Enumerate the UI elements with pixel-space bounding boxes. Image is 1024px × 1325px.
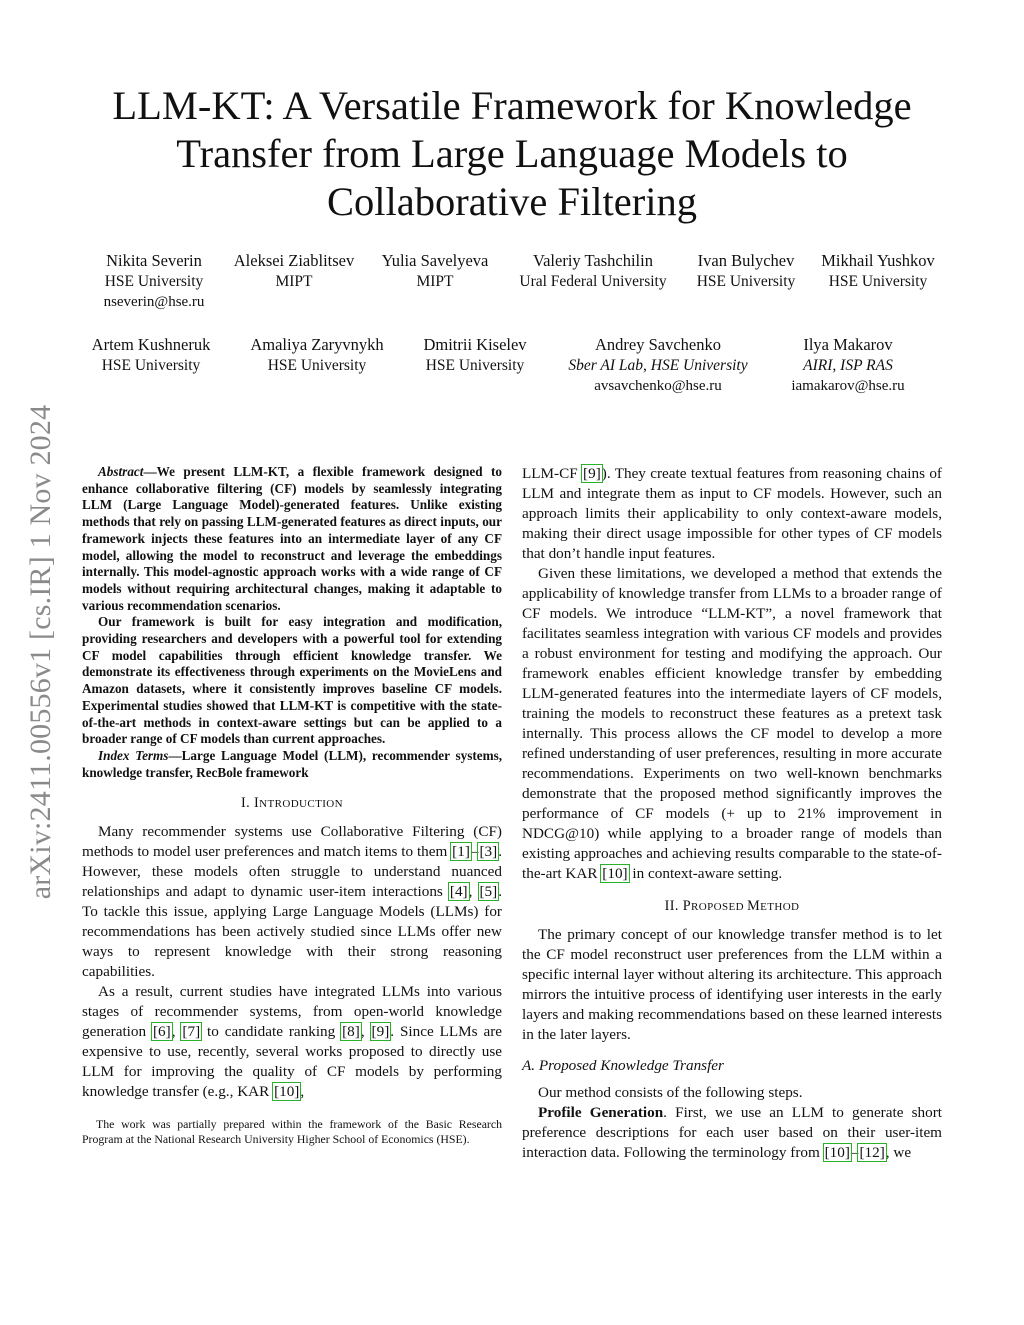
text-run: , [360, 1023, 371, 1041]
author-affiliation: HSE University [101, 357, 201, 374]
author-name: Yulia Savelyeva [381, 251, 489, 270]
author-affiliation: Ural Federal University [519, 273, 667, 290]
author-affiliation: AIRI, ISP RAS [803, 357, 893, 374]
citation-link[interactable]: [10] [824, 1144, 850, 1161]
author-name: Valeriy Tashchilin [533, 251, 653, 270]
text-run: , [468, 883, 479, 901]
citation-link[interactable]: [3] [479, 843, 498, 861]
author-name: Artem Kushneruk [91, 335, 211, 354]
intro-paragraph-2 [82, 982, 502, 1102]
citation-link[interactable]: [1] [452, 843, 470, 861]
text-run: . However, these models often struggle to understand nuanced relationships and adapt to dynamic user-item interactions [82, 843, 502, 901]
citation-link[interactable]: [5] [479, 883, 498, 901]
left-column [82, 464, 502, 1147]
footnote-spacer [82, 1102, 502, 1117]
subsection-heading: A. Proposed Knowledge Transfer [522, 1057, 724, 1074]
citation-link[interactable]: [10] [274, 1083, 300, 1101]
text-run: – [470, 843, 479, 861]
abstract-paragraph-1 [82, 464, 502, 614]
text-run: , [171, 1023, 182, 1041]
author-affiliation: Sber AI Lab, HSE University [568, 357, 748, 374]
author-email[interactable]: nseverin@hse.ru [103, 294, 205, 310]
intro-paragraph-continued [522, 464, 942, 564]
author-name: Amaliya Zaryvnykh [250, 335, 384, 354]
author-name: Dmitrii Kiselev [423, 335, 527, 354]
arxiv-stamp-text: arXiv:2411.00556v1 [cs.IR] 1 Nov 2024 [24, 404, 57, 900]
method-paragraph-3 [522, 1103, 942, 1163]
text-run: to candidate ranking [201, 1023, 342, 1041]
abstract-label: Abstract [98, 464, 144, 479]
run-in-heading: Profile Generation [538, 1104, 664, 1121]
author-block [697, 250, 796, 292]
title-line-2: Transfer from Large Language Models to [176, 131, 848, 176]
author-block [423, 334, 526, 376]
author-affiliation: MIPT [416, 273, 454, 290]
citation-link[interactable]: [9] [583, 465, 601, 482]
author-affiliation: HSE University [828, 273, 928, 290]
author-email[interactable]: avsavchenko@hse.ru [594, 378, 722, 394]
text-run: . First, we use an LLM to generate short preference descriptions for each user based on their user-item interaction data. Following the terminology from [522, 1104, 942, 1161]
text-run: ). They create textual features from reasoning chains of LLM and integrate them as input to CF models. However, such an approach limits their applicability to only context-aware models, making their direct usage impossible for other types of CF models that don’t handle input features. [522, 465, 942, 562]
author-affiliation: HSE University [267, 357, 367, 374]
author-name: Ilya Makarov [803, 335, 893, 354]
citation-link[interactable]: [9] [371, 1023, 390, 1041]
author-affiliation: HSE University [104, 273, 204, 290]
author-affiliation: MIPT [275, 273, 313, 290]
citation-link[interactable]: [7] [182, 1023, 201, 1041]
method-paragraph-1: The primary concept of our knowledge transfer method is to let the CF model reconstruct user preferences from the LLM within a specific internal layer without altering its architecture. This approach mirrors the intuitive process of identifying user interests in the early layers and making recommendations based on these learned interests in the later layers. [522, 926, 942, 1043]
author-name: Mikhail Yushkov [821, 251, 935, 270]
title-line-1: LLM-KT: A Versatile Framework for Knowledge [112, 83, 912, 128]
abstract-text-1: —We present LLM-KT, a flexible framework designed to enhance collaborative filtering (CF) models by seamlessly integrating LLM (Large Language Model)-generated features. Unlike existing methods that rely on passing LLM-generated features as direct inputs, our framework injects these features into an intermediate layer of any CF model, allowing the model to reconstruct and leverage the embeddings internally. This model-agnostic approach works with a wide range of CF models without requiring architectural changes, making it adaptable to various recommendation scenarios. [82, 464, 502, 613]
author-email[interactable]: iamakarov@hse.ru [791, 378, 905, 394]
section-title-cap: P [682, 898, 692, 914]
abstract-paragraph-2: Our framework is built for easy integration and modification, providing researchers and developers with a powerful tool for extending CF model capabilities through efficient knowledge transfer. We demonstrate its effectiveness through experiments on the MovieLens and Amazon datasets, where it consistently improves baseline CF models. Experimental studies showed that LLM-KT is competitive with the state-of-the-art methods in context-aware settings but can be applied to a broader range of CF models than current approaches. [82, 614, 502, 747]
method-paragraph-2: Our method consists of the following steps. [538, 1084, 803, 1101]
title-line-3: Collaborative Filtering [326, 179, 698, 224]
text-run: , we [885, 1144, 912, 1161]
footnote: The work was partially prepared within the framework of the Basic Research Program at the National Research University Higher School of Economics (HSE). [82, 1117, 502, 1147]
author-name: Nikita Severin [106, 251, 202, 270]
author-block [519, 250, 666, 292]
author-block [791, 334, 904, 397]
section-number: II. [664, 898, 683, 914]
author-affiliation: HSE University [696, 273, 796, 290]
citation-link[interactable]: [8] [342, 1023, 360, 1041]
author-block [250, 334, 383, 376]
intro-paragraph-3 [522, 564, 942, 884]
section-title-cap: M [747, 898, 761, 914]
paper-title [70, 82, 954, 226]
author-name: Aleksei Ziablitsev [233, 251, 355, 270]
text-run: Given these limitations, we developed a method that extends the applicability of knowledge transfer from LLMs to a broader range of CF models. We introduce “LLM-KT”, a novel framework that facilitates seamless integration with various CF models and provides a robust environment for testing and modifying the approach. Our framework enables efficient knowledge transfer by embedding LLM-generated features into the intermediate layers of CF models, training the models to reconstruct these features as a pretext task internally. This process allows the CF model to develop a more refined understanding of user preferences, resulting in more accurate recommendations. Experiments on two well-known benchmarks demonstrate that the proposed method significantly improves the performance of CF models (+ up to 21% improvement in NDCG@10) while applying to a broader range of models than existing approaches and achieving results comparable to the state-of-the-art KAR [522, 565, 942, 882]
author-block [234, 250, 355, 292]
section-title-cap: I [254, 795, 260, 812]
citation-link[interactable]: [10] [602, 865, 628, 882]
author-block [568, 334, 747, 397]
section-number: I. [241, 795, 255, 812]
author-block [104, 250, 205, 313]
citation-link[interactable]: [4] [449, 883, 468, 901]
text-run: – [850, 1144, 859, 1161]
text-run: As a result, current studies have integrated LLMs into various stages of recommender systems, from open-world knowledge generation [82, 983, 502, 1041]
index-terms [82, 748, 502, 781]
text-run: Many recommender systems use Collaborative Filtering (CF) methods to model user preferences and match items to them [82, 823, 502, 861]
arxiv-stamp [12, 372, 70, 932]
section-title-rest: ROPOSED [691, 901, 748, 913]
citation-link[interactable]: [12] [859, 1144, 885, 1161]
author-block [821, 250, 935, 292]
text-run: , [300, 1083, 305, 1101]
index-terms-label: Index Terms [98, 747, 169, 763]
author-name: Andrey Savchenko [594, 335, 722, 354]
intro-paragraph-1 [82, 822, 502, 982]
author-block [92, 334, 211, 376]
right-column [522, 464, 942, 1163]
section-heading-proposed-method [522, 898, 942, 915]
citation-link[interactable]: [6] [153, 1023, 171, 1041]
text-run: LLM-CF [522, 465, 583, 482]
section-title-rest: ETHOD [760, 901, 800, 913]
author-block [382, 250, 489, 292]
author-affiliation: HSE University [425, 357, 525, 374]
section-heading-introduction [82, 795, 502, 812]
author-name: Ivan Bulychev [697, 251, 795, 270]
text-run: . Since LLMs are expensive to use, recently, several works proposed to directly use LLM for improving the quality of CF models by performing knowledge transfer (e.g., KAR [82, 1023, 503, 1101]
section-title-rest: NTRODUCTION [259, 798, 343, 811]
text-run: in context-aware setting. [628, 865, 783, 882]
text-run: . To tackle this issue, applying Large Language Models (LLMs) for recommendations has been actively studied since LLMs offer new ways to represent knowledge with their strong reasoning capabilities. [82, 883, 503, 981]
index-terms-text: —Large Language Model (LLM), recommender systems, knowledge transfer, RecBole framework [82, 747, 502, 780]
